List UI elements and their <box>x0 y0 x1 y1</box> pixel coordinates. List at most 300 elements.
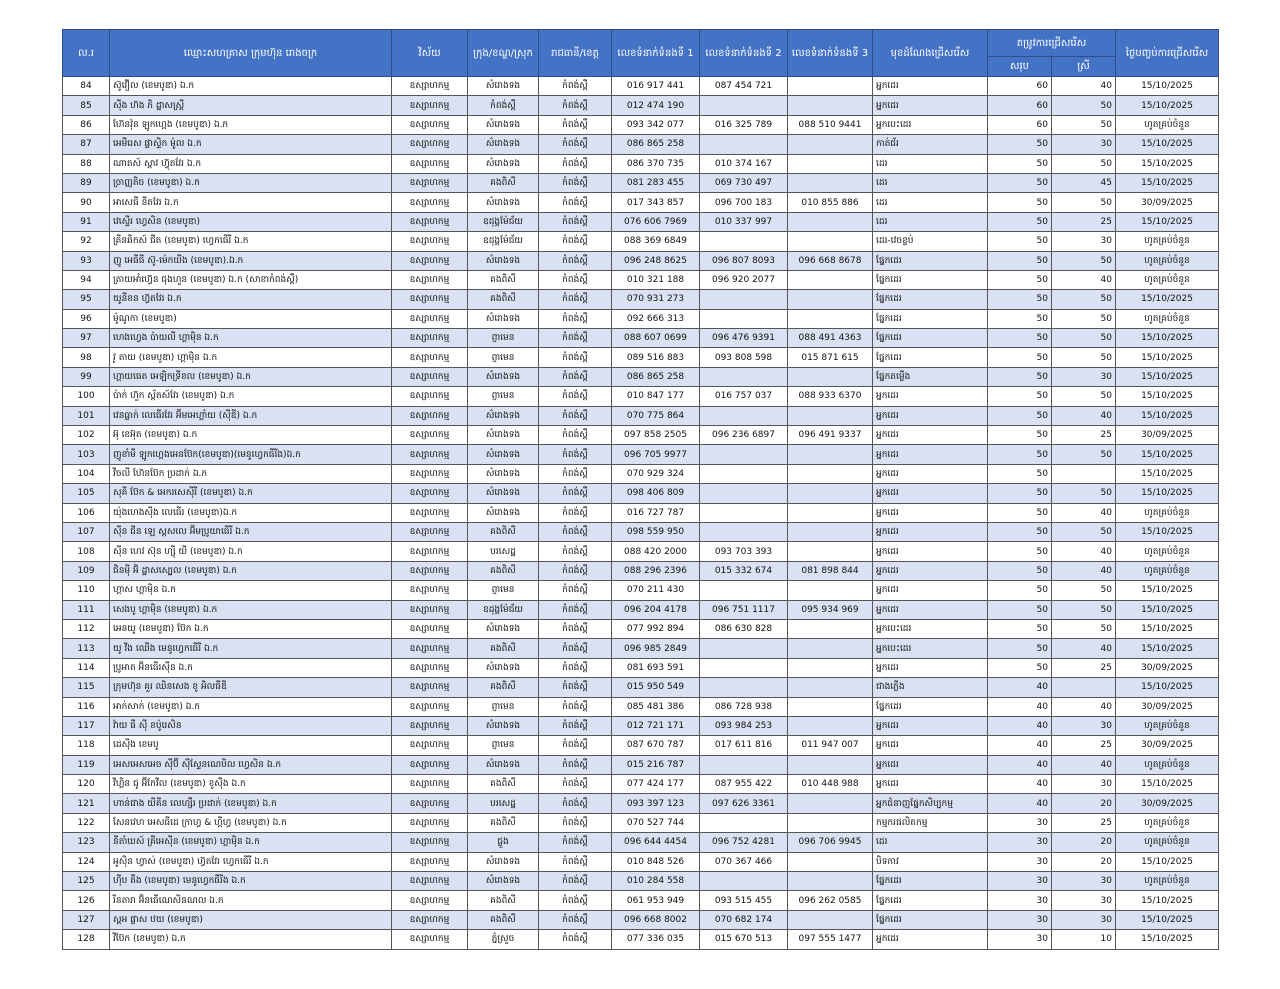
cell-district: គងពិសី <box>468 173 539 192</box>
cell-province: កំពង់ស្ពឺ <box>539 910 612 929</box>
cell-phone-2: 096 476 9391 <box>700 329 788 348</box>
cell-total: 50 <box>988 309 1052 328</box>
cell-province: កំពង់ស្ពឺ <box>539 852 612 871</box>
cell-no: 90 <box>63 193 110 212</box>
header-company: ឈ្មោះសហគ្រាស ក្រុមហ៊ុន រោងចក្រ <box>110 30 392 77</box>
cell-position: អ្នកបេះដេរ <box>873 619 988 638</box>
cell-no: 100 <box>63 387 110 406</box>
cell-phone-1: 087 670 787 <box>612 736 700 755</box>
cell-district: សំរោងទង <box>468 135 539 154</box>
cell-phone-3 <box>788 678 873 697</box>
cell-sector: ឧស្សាហកម្ម <box>392 930 468 949</box>
cell-total: 40 <box>988 775 1052 794</box>
cell-deadline: 15/10/2025 <box>1116 290 1219 309</box>
table-row <box>63 658 1219 677</box>
cell-no: 121 <box>63 794 110 813</box>
cell-province: កំពង់ស្ពឺ <box>539 775 612 794</box>
cell-phone-2: 096 920 2077 <box>700 270 788 289</box>
cell-phone-1: 010 284 558 <box>612 872 700 891</box>
cell-province: កំពង់ស្ពឺ <box>539 600 612 619</box>
cell-deadline: 15/10/2025 <box>1116 135 1219 154</box>
cell-deadline: 30/09/2025 <box>1116 193 1219 212</box>
cell-female: 25 <box>1052 658 1116 677</box>
cell-sector: ឧស្សាហកម្ម <box>392 581 468 600</box>
table-row <box>63 484 1219 503</box>
cell-company: សេងបូ ហ្គាម៉ិន (ខេមបូឌា) ឯ.ក <box>110 600 392 619</box>
cell-company: វេនធ្លាក់ លេធើរវែរ អ៊ីមអេហ្គាំយ (ស៊ីឌី) ឯ.ក <box>110 406 392 425</box>
cell-sector: ឧស្សាហកម្ម <box>392 736 468 755</box>
cell-district: សំរោងទង <box>468 755 539 774</box>
cell-company: ហេងហ្វេង ប៉ាយលី ហ្គាម៉ិន ឯ.ក <box>110 329 392 348</box>
cell-province: កំពង់ស្ពឺ <box>539 697 612 716</box>
table-row <box>63 154 1219 173</box>
cell-district: កំពង់ស្ពឺ <box>468 96 539 115</box>
cell-phone-3: 095 934 969 <box>788 600 873 619</box>
cell-phone-1: 017 343 857 <box>612 193 700 212</box>
cell-total: 50 <box>988 542 1052 561</box>
cell-sector: ឧស្សាហកម្ម <box>392 426 468 445</box>
cell-deadline: 30/09/2025 <box>1116 794 1219 813</box>
cell-position: អ្នកដេរ <box>873 406 988 425</box>
cell-sector: ឧស្សាហកម្ម <box>392 251 468 270</box>
cell-sector: ឧស្សាហកម្ម <box>392 639 468 658</box>
cell-female: 50 <box>1052 581 1116 600</box>
table-row <box>63 581 1219 600</box>
cell-total: 50 <box>988 426 1052 445</box>
cell-total: 30 <box>988 813 1052 832</box>
cell-position: ផ្នែកដេរ <box>873 309 988 328</box>
cell-female: 30 <box>1052 910 1116 929</box>
cell-deadline: 15/10/2025 <box>1116 678 1219 697</box>
cell-deadline: 15/10/2025 <box>1116 581 1219 600</box>
cell-phone-1: 098 559 950 <box>612 522 700 541</box>
cell-position: បិទកាវ <box>873 852 988 871</box>
cell-sector: ឧស្សាហកម្ម <box>392 600 468 619</box>
header-female: ស្រី <box>1052 57 1116 77</box>
cell-female: 40 <box>1052 503 1116 522</box>
cell-company: ញូ អេធីធី ស៊ូ-ម៉េកឃីង (ខេមបូឌា).ឯ.ក <box>110 251 392 270</box>
cell-district: បរសេដ្ឋ <box>468 794 539 813</box>
cell-sector: ឧស្សាហកម្ម <box>392 833 468 852</box>
cell-district: គងពិសី <box>468 891 539 910</box>
cell-position: អ្នកដេរ <box>873 484 988 503</box>
cell-total: 40 <box>988 678 1052 697</box>
table-row <box>63 193 1219 212</box>
cell-position: ដេរ-វេចខ្ចប់ <box>873 232 988 251</box>
cell-company: អ៊ុ ខេអ៊ុត (ខេមបូឌា) ឯ.ក <box>110 426 392 445</box>
cell-deadline: 15/10/2025 <box>1116 852 1219 871</box>
cell-deadline: 15/10/2025 <box>1116 445 1219 464</box>
cell-position: ផ្នែកដេរ <box>873 290 988 309</box>
cell-district: ឧដុង្គម៉ែជ័យ <box>468 600 539 619</box>
cell-phone-1: 096 204 4178 <box>612 600 700 619</box>
cell-phone-1: 077 992 894 <box>612 619 700 638</box>
cell-company: ហ៊ីប តឹង (ខេមបូឌា) មេនូហ្វេកធឹរីង ឯ.ក <box>110 872 392 891</box>
cell-company: ដេស៊ីង ខេមបូ <box>110 736 392 755</box>
cell-position: ជាងភ្លើង <box>873 678 988 697</box>
cell-total: 30 <box>988 930 1052 949</box>
cell-phone-3 <box>788 173 873 192</box>
cell-province: កំពង់ស្ពឺ <box>539 542 612 561</box>
cell-company: ស្ពអ ផ្លាស ឋយ (ខេមបូឌា) <box>110 910 392 929</box>
cell-phone-2 <box>700 309 788 328</box>
cell-total: 50 <box>988 232 1052 251</box>
cell-company: វីហ្គិន ជូ អ៊ីកែវីល (ខេមបូឌា) ខូស៊ីង ឯ.ក <box>110 775 392 794</box>
cell-female: 50 <box>1052 484 1116 503</box>
cell-phone-2 <box>700 464 788 483</box>
table-row <box>63 736 1219 755</box>
cell-district: សំរោងទង <box>468 852 539 871</box>
cell-total: 30 <box>988 833 1052 852</box>
cell-company: ប្រូអាត អ៊ិនធើរស៊ីន ឯ.ក <box>110 658 392 677</box>
cell-phone-2: 093 703 393 <box>700 542 788 561</box>
cell-female <box>1052 464 1116 483</box>
cell-sector: ឧស្សាហកម្ម <box>392 464 468 483</box>
cell-no: 84 <box>63 77 110 96</box>
cell-province: កំពង់ស្ពឺ <box>539 833 612 852</box>
cell-phone-2: 097 626 3361 <box>700 794 788 813</box>
cell-no: 115 <box>63 678 110 697</box>
cell-no: 96 <box>63 309 110 328</box>
cell-company: វ៉ាយ ធី ស៊ី ខប៉ូរេសិន <box>110 716 392 735</box>
cell-phone-3 <box>788 232 873 251</box>
cell-company: អាក់សាក់ (ខេមបូឌា) ឯ.ក <box>110 697 392 716</box>
cell-female: 40 <box>1052 697 1116 716</box>
cell-phone-1: 092 666 313 <box>612 309 700 328</box>
cell-no: 124 <box>63 852 110 871</box>
cell-province: កំពង់ស្ពឺ <box>539 329 612 348</box>
cell-province: កំពង់ស្ពឺ <box>539 270 612 289</box>
cell-company: អេសអេសអេច ស៊ីប៊ី ស៊ីស្ទែនណេបិល ហ្វេសិន ឯ.ក <box>110 755 392 774</box>
cell-sector: ឧស្សាហកម្ម <box>392 484 468 503</box>
cell-sector: ឧស្សាហកម្ម <box>392 503 468 522</box>
cell-female: 40 <box>1052 406 1116 425</box>
cell-district: ព្ញាមេន <box>468 348 539 367</box>
cell-female: 40 <box>1052 77 1116 96</box>
cell-total: 50 <box>988 484 1052 503</box>
cell-company: ត្រាយអាំហ៊្វេន ជុងហួន (ខេមបូឌា) ឯ.ក (សាខាកំពង់ស្ពឺ) <box>110 270 392 289</box>
header-phone-1: លេខទំនាក់ទំនងទី 1 <box>612 30 700 77</box>
table-row <box>63 309 1219 328</box>
cell-phone-3 <box>788 367 873 386</box>
cell-position: អ្នកដេរ <box>873 561 988 580</box>
cell-total: 50 <box>988 561 1052 580</box>
cell-female: 50 <box>1052 348 1116 367</box>
cell-phone-3 <box>788 794 873 813</box>
cell-phone-3 <box>788 581 873 600</box>
cell-phone-2 <box>700 135 788 154</box>
cell-phone-3 <box>788 755 873 774</box>
cell-province: កំពង់ស្ពឺ <box>539 678 612 697</box>
cell-phone-1: 086 370 735 <box>612 154 700 173</box>
cell-sector: ឧស្សាហកម្ម <box>392 232 468 251</box>
cell-province: កំពង់ស្ពឺ <box>539 813 612 832</box>
cell-deadline: ហូតគ្រប់ចំនួន <box>1116 561 1219 580</box>
cell-deadline: ហូតគ្រប់ចំនួន <box>1116 251 1219 270</box>
cell-position: អ្នកបេះដេរ <box>873 115 988 134</box>
cell-phone-3: 088 933 6370 <box>788 387 873 406</box>
cell-district: សំរោងទង <box>468 193 539 212</box>
cell-phone-2 <box>700 522 788 541</box>
cell-deadline: 15/10/2025 <box>1116 464 1219 483</box>
cell-position: អ្នកដេរ <box>873 581 988 600</box>
cell-deadline: 30/09/2025 <box>1116 697 1219 716</box>
cell-total: 40 <box>988 697 1052 716</box>
cell-phone-3 <box>788 464 873 483</box>
cell-phone-1: 070 775 864 <box>612 406 700 425</box>
cell-sector: ឧស្សាហកម្ម <box>392 96 468 115</box>
cell-position: កាត់ជ័រ <box>873 135 988 154</box>
cell-total: 50 <box>988 173 1052 192</box>
cell-district: ជ្លួង <box>468 833 539 852</box>
cell-total: 60 <box>988 77 1052 96</box>
cell-deadline: 15/10/2025 <box>1116 910 1219 929</box>
cell-province: កំពង់ស្ពឺ <box>539 561 612 580</box>
cell-phone-1: 086 865 258 <box>612 367 700 386</box>
cell-district: សំរោងទង <box>468 251 539 270</box>
cell-female: 30 <box>1052 775 1116 794</box>
table-body <box>63 77 1219 950</box>
cell-phone-1: 096 248 8625 <box>612 251 700 270</box>
cell-female: 40 <box>1052 561 1116 580</box>
cell-phone-2: 070 682 174 <box>700 910 788 929</box>
table-row <box>63 678 1219 697</box>
cell-deadline: 15/10/2025 <box>1116 212 1219 231</box>
cell-phone-1: 015 950 549 <box>612 678 700 697</box>
cell-total: 40 <box>988 716 1052 735</box>
cell-total: 50 <box>988 251 1052 270</box>
cell-position: ផ្នែកដេរ <box>873 697 988 716</box>
cell-province: កំពង់ស្ពឺ <box>539 581 612 600</box>
cell-sector: ឧស្សាហកម្ម <box>392 212 468 231</box>
cell-deadline: 15/10/2025 <box>1116 367 1219 386</box>
cell-phone-2 <box>700 639 788 658</box>
cell-phone-3: 010 448 988 <box>788 775 873 794</box>
cell-sector: ឧស្សាហកម្ម <box>392 794 468 813</box>
cell-no: 111 <box>63 600 110 619</box>
cell-female: 30 <box>1052 716 1116 735</box>
table-row <box>63 600 1219 619</box>
header-deadline: ថ្ងៃបញ្ចប់ការជ្រើសរើស <box>1116 30 1219 77</box>
cell-phone-1: 010 321 188 <box>612 270 700 289</box>
cell-province: កំពង់ស្ពឺ <box>539 348 612 367</box>
cell-phone-3 <box>788 77 873 96</box>
cell-phone-2 <box>700 813 788 832</box>
cell-female: 25 <box>1052 426 1116 445</box>
cell-total: 40 <box>988 755 1052 774</box>
cell-position: អ្នកដេរ <box>873 600 988 619</box>
table-row <box>63 290 1219 309</box>
cell-phone-3 <box>788 619 873 638</box>
table-row <box>63 445 1219 464</box>
cell-deadline: ហូតគ្រប់ចំនួន <box>1116 716 1219 735</box>
cell-province: កំពង់ស្ពឺ <box>539 930 612 949</box>
cell-company: ម៉ូណូកា (ខេមបូឌា) <box>110 309 392 328</box>
cell-province: កំពង់ស្ពឺ <box>539 135 612 154</box>
cell-phone-3 <box>788 813 873 832</box>
cell-phone-2: 096 236 6897 <box>700 426 788 445</box>
cell-no: 105 <box>63 484 110 503</box>
cell-phone-2: 087 955 422 <box>700 775 788 794</box>
cell-phone-1: 081 693 591 <box>612 658 700 677</box>
cell-position: អ្នកដេរ <box>873 542 988 561</box>
cell-phone-2: 070 367 466 <box>700 852 788 871</box>
cell-female: 45 <box>1052 173 1116 192</box>
cell-province: កំពង់ស្ពឺ <box>539 445 612 464</box>
cell-no: 86 <box>63 115 110 134</box>
header-province: រាជធានី/ខេត្ត <box>539 30 612 77</box>
cell-phone-1: 077 336 035 <box>612 930 700 949</box>
cell-phone-3 <box>788 639 873 658</box>
cell-phone-1: 096 668 8002 <box>612 910 700 929</box>
cell-deadline: ហូតគ្រប់ចំនួន <box>1116 755 1219 774</box>
cell-phone-3 <box>788 503 873 522</box>
cell-phone-3: 096 706 9945 <box>788 833 873 852</box>
cell-company: ក្រុមហ៊ុន គួរ ឈិនសេង ខូ អិលធីឌី <box>110 678 392 697</box>
cell-company: ញូខាំមី ឡូកហ្គេងអេនប៊ែក(ខេមបូឌា)(មេនូហ្វេកធឺរីង)ឯ.ក <box>110 445 392 464</box>
table-row <box>63 930 1219 949</box>
cell-phone-2 <box>700 678 788 697</box>
cell-deadline: 15/10/2025 <box>1116 619 1219 638</box>
table-row <box>63 561 1219 580</box>
cell-deadline: 15/10/2025 <box>1116 348 1219 367</box>
cell-deadline: 15/10/2025 <box>1116 775 1219 794</box>
cell-phone-2: 015 670 513 <box>700 930 788 949</box>
cell-phone-1: 010 847 177 <box>612 387 700 406</box>
cell-no: 103 <box>63 445 110 464</box>
cell-sector: ឧស្សាហកម្ម <box>392 154 468 173</box>
cell-province: កំពង់ស្ពឺ <box>539 794 612 813</box>
cell-female: 50 <box>1052 96 1116 115</box>
cell-position: អ្នកដេរ <box>873 775 988 794</box>
cell-phone-3 <box>788 697 873 716</box>
cell-female: 10 <box>1052 930 1116 949</box>
cell-position: អ្នកដេរ <box>873 387 988 406</box>
cell-sector: ឧស្សាហកម្ម <box>392 135 468 154</box>
table-row <box>63 891 1219 910</box>
cell-female: 50 <box>1052 290 1116 309</box>
table-row <box>63 910 1219 929</box>
cell-phone-2 <box>700 406 788 425</box>
cell-no: 99 <box>63 367 110 386</box>
cell-female: 50 <box>1052 193 1116 212</box>
cell-total: 30 <box>988 891 1052 910</box>
cell-company: សុគី ប៊ែក & អេករសេស៊ីរី (ខេមបូឌា) ឯ.ក <box>110 484 392 503</box>
cell-deadline: 30/09/2025 <box>1116 426 1219 445</box>
cell-position: ផ្នែកតម្លើង <box>873 367 988 386</box>
cell-district: ព្ញាមេន <box>468 581 539 600</box>
cell-female: 30 <box>1052 367 1116 386</box>
cell-deadline: 15/10/2025 <box>1116 639 1219 658</box>
cell-province: កំពង់ស្ពឺ <box>539 193 612 212</box>
cell-total: 50 <box>988 600 1052 619</box>
cell-total: 50 <box>988 290 1052 309</box>
table-row <box>63 406 1219 425</box>
cell-female: 20 <box>1052 794 1116 813</box>
cell-phone-2: 093 515 455 <box>700 891 788 910</box>
cell-deadline: ហូតគ្រប់ចំនួន <box>1116 813 1219 832</box>
cell-no: 127 <box>63 910 110 929</box>
cell-no: 93 <box>63 251 110 270</box>
cell-female <box>1052 678 1116 697</box>
cell-province: កំពង់ស្ពឺ <box>539 212 612 231</box>
cell-no: 106 <box>63 503 110 522</box>
cell-district: ឧដុង្គម៉ែជ័យ <box>468 212 539 231</box>
cell-phone-2: 096 700 183 <box>700 193 788 212</box>
table-row <box>63 794 1219 813</box>
cell-district: សំរោងទង <box>468 154 539 173</box>
cell-no: 101 <box>63 406 110 425</box>
cell-phone-3 <box>788 290 873 309</box>
cell-phone-2: 087 454 721 <box>700 77 788 96</box>
cell-female: 40 <box>1052 755 1116 774</box>
cell-province: កំពង់ស្ពឺ <box>539 406 612 425</box>
cell-phone-1: 096 644 4454 <box>612 833 700 852</box>
cell-sector: ឧស្សាហកម្ម <box>392 522 468 541</box>
cell-female: 50 <box>1052 522 1116 541</box>
cell-phone-3: 081 898 844 <box>788 561 873 580</box>
cell-phone-1: 015 216 787 <box>612 755 700 774</box>
table-row <box>63 367 1219 386</box>
cell-company: នីតាំឃស៍ គ្រីអេស៊ីន (ខេមបូឌា) ហ្គាម៉ិន ឯ.ក <box>110 833 392 852</box>
cell-phone-1: 081 283 455 <box>612 173 700 192</box>
cell-female: 30 <box>1052 872 1116 891</box>
cell-district: គងពិសី <box>468 910 539 929</box>
cell-phone-3 <box>788 309 873 328</box>
cell-district: សំរោងទង <box>468 426 539 445</box>
cell-sector: ឧស្សាហកម្ម <box>392 367 468 386</box>
cell-sector: ឧស្សាហកម្ម <box>392 716 468 735</box>
cell-position: អ្នកដេរ <box>873 658 988 677</box>
cell-female: 50 <box>1052 115 1116 134</box>
cell-phone-2 <box>700 581 788 600</box>
cell-sector: ឧស្សាហកម្ម <box>392 697 468 716</box>
cell-sector: ឧស្សាហកម្ម <box>392 270 468 289</box>
cell-district: គងពិសី <box>468 775 539 794</box>
cell-district: គងពិសី <box>468 813 539 832</box>
table-row <box>63 77 1219 96</box>
cell-phone-3 <box>788 910 873 929</box>
cell-phone-3 <box>788 852 873 871</box>
cell-position: អ្នកដេរ <box>873 503 988 522</box>
cell-company: ច្រាញ្ញតិច (ខេមបូឌា) ឯ.ក <box>110 173 392 192</box>
cell-phone-3: 088 510 9441 <box>788 115 873 134</box>
cell-phone-2: 086 630 828 <box>700 619 788 638</box>
cell-position: ផ្នែកដេរ <box>873 329 988 348</box>
table-row <box>63 329 1219 348</box>
cell-phone-2 <box>700 872 788 891</box>
cell-no: 87 <box>63 135 110 154</box>
cell-total: 40 <box>988 794 1052 813</box>
cell-sector: ឧស្សាហកម្ម <box>392 309 468 328</box>
cell-district: សំរោងទង <box>468 309 539 328</box>
cell-position: ផ្នែកដេរ <box>873 910 988 929</box>
cell-position: ដេរ <box>873 212 988 231</box>
cell-position: ដេរ <box>873 193 988 212</box>
cell-province: កំពង់ស្ពឺ <box>539 387 612 406</box>
cell-phone-1: 093 342 077 <box>612 115 700 134</box>
cell-phone-1: 093 397 123 <box>612 794 700 813</box>
cell-total: 50 <box>988 270 1052 289</box>
cell-sector: ឧស្សាហកម្ម <box>392 872 468 891</box>
cell-no: 120 <box>63 775 110 794</box>
cell-position: អ្នកដេរ <box>873 77 988 96</box>
cell-no: 110 <box>63 581 110 600</box>
cell-phone-3: 096 262 0585 <box>788 891 873 910</box>
cell-district: គងពិសី <box>468 561 539 580</box>
cell-sector: ឧស្សាហកម្ម <box>392 387 468 406</box>
cell-phone-2: 017 611 816 <box>700 736 788 755</box>
